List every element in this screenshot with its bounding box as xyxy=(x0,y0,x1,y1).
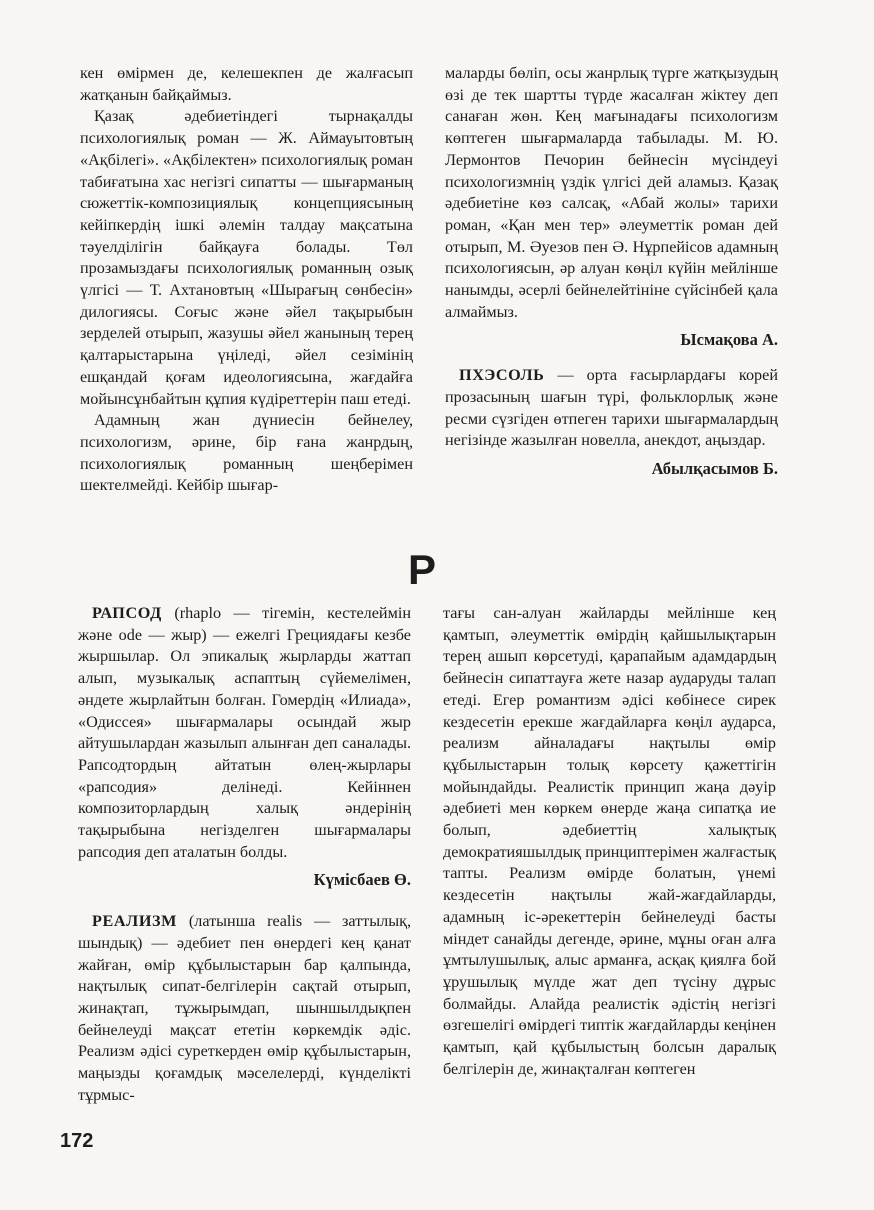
entry-rapsod xyxy=(78,603,411,863)
entry-text: (латынша realis — заттылық, шындық) — әдебиет пен өнердегі кең қанат жайған, өмір құбылыстарын бар қалпында, нақтылық сипат-белгілерін сақтай отырып, жинақтап, тұжырымдап, шыншылдықпен бейнелеуді мақсат ететін көркемдік әдіс. Реализм әдісі суреткерден өмір құбылыстарын, маңызды қоғамдық мәселелерді, күнделікті тұрмыс- xyxy=(78,912,411,1104)
author-signature: Күмісбаев Ө. xyxy=(313,870,411,890)
paragraph: маларды бөліп, осы жанрлық түрге жатқызудың өзі де тек шартты түрде жасалған жіктеу деп санаған жөн. Кең мағынадағы психологизм көптеген шығармаларда табылады. М. Ю. Лермонтов Печорин бейнесін мүсіндеуі психологизмнің үздік үлгісі дей аламыз. Қазақ әдебиетіне көз салсақ, «Абай жолы» тарихи роман, «Қан мен тер» әлеуметтік роман дей отырып, М. Әуезов пен Ә. Нұрпейісов адамның психологиясын, әр алуан көңіл күйін мейлінше нанымды, әсерлі бейнелейтініне сүйсінбей қала алмаймыз. xyxy=(445,64,778,321)
entry-text: (rhaplo — тігемін, кестелеймін және ode — жыр) — ежелгі Грециядағы кезбе жыршылар. Ол эпикалық жырларды жаттап алып, музыкалық аспаптың сүйемелімен, әндете жырлайтын болған. Гомердің «Илиада», «Одиссея» шығармалары осындай жыр айтушылардан жазылып алынған деп саналады. Рапсодтордың айтатын өлең-жырлары «рапсодия» делінеді. Кейіннен композиторлардың халық әндерінің тақырыбына негізделген шығармалары рапсодия деп аталатын болды. xyxy=(78,604,411,861)
section-letter: Р xyxy=(408,546,437,593)
top-right-column xyxy=(445,63,778,480)
author-signature: Абылқасымов Б. xyxy=(651,458,778,478)
entry-term: РАПСОД xyxy=(92,604,162,622)
paragraph: тағы сан-алуан жайларды мейлінше кең қамтып, әлеуметтік өмірдің қайшылықтарын терең ашып көрсетуді, қарапайым адамдардың бейнесін сипаттауға жете назар аударуды талап етеді. Егер романтизм әдісі көбінесе сирек кездесетін ерекше жағдайларға көңіл аударса, реализм айналадағы нақтылы өмір құбылыстарын толық көрсету қажеттігін мойындайды. Реалистік принцип жаңа дәуір әдебиеті мен көркем өнерде жаңа сипатқа ие болып, әдебиеттің халықтық демократияшылдық принциптерімен жалғастық тапты. Реализм өмірде болатын, үнемі кездесетін нақтылы жай-жағдайларды, адамның іс-әрекеттерін бейнелеуді басты міндет санайды дегенде, әрине, мұны оған алға ұмтылушылық, алыс арманға, асқақ қиялға бой ұрушылық мүлде жат деп түсіну дұрыс болмайды. Алайда реалистік әдістің негізгі өзгешелігі өмірдегі типтік жағдайларды кеңінен қамтып, қай құбылыстың болсын даралық белгілерін де, жинақталған көптеген xyxy=(443,604,776,1078)
entry-term: РЕАЛИЗМ xyxy=(92,912,178,931)
top-left-column xyxy=(80,63,413,497)
paragraph: Қазақ әдебиетіндегі тырнақалды психологиялық роман — Ж. Аймауытовтың «Ақбілегі». «Ақбілектен» психологиялық роман табиғатына хас негізгі сипатты — шығарманың сюжеттік-композициялық концепциясының кейіпкердің ішкі әлемін талдау мақсатына тәуелділігін байқауға болады. Төл прозамыздағы психологиялық романның озық үлгісі — Т. Ахтановтың «Шырағың сөнбесін» дилогиясы. Соғыс және әйел тақырыбын зерделей отырып, жазушы әйел жанының терең қалтарыстарына үңіледі, әйел сезімінің ешқандай қоғам идеологиясына, жағдайға мойынсұнбайтын құпия күдіреттерін паш етеді. xyxy=(80,107,413,408)
bottom-right-column xyxy=(443,603,776,1080)
entry-text: — орта ғасырлардағы корей прозасының шағын түрі, фольклорлық және ресми сүзгіден өтпеген тарихи шығармалардың негізінде жазылған новелла, анекдот, аңыздар. xyxy=(445,366,778,450)
entry-pkhesol xyxy=(445,365,778,452)
page-number: 172 xyxy=(60,1130,94,1152)
paragraph: Адамның жан дүниесін бейнелеу, психологизм, әрине, бір ғана жанрдың, психологиялық романның шеңберімен шектелмейді. Кейбір шығар- xyxy=(80,411,413,495)
paragraph: кен өмірмен де, келешекпен де жалғасып жатқанын байқаймыз. xyxy=(80,64,413,104)
entry-term: ПХЭСОЛЬ xyxy=(459,366,545,385)
author-signature: Ысмақова А. xyxy=(680,330,778,350)
entry-realizm xyxy=(78,911,411,1106)
bottom-left-column xyxy=(78,603,411,1106)
